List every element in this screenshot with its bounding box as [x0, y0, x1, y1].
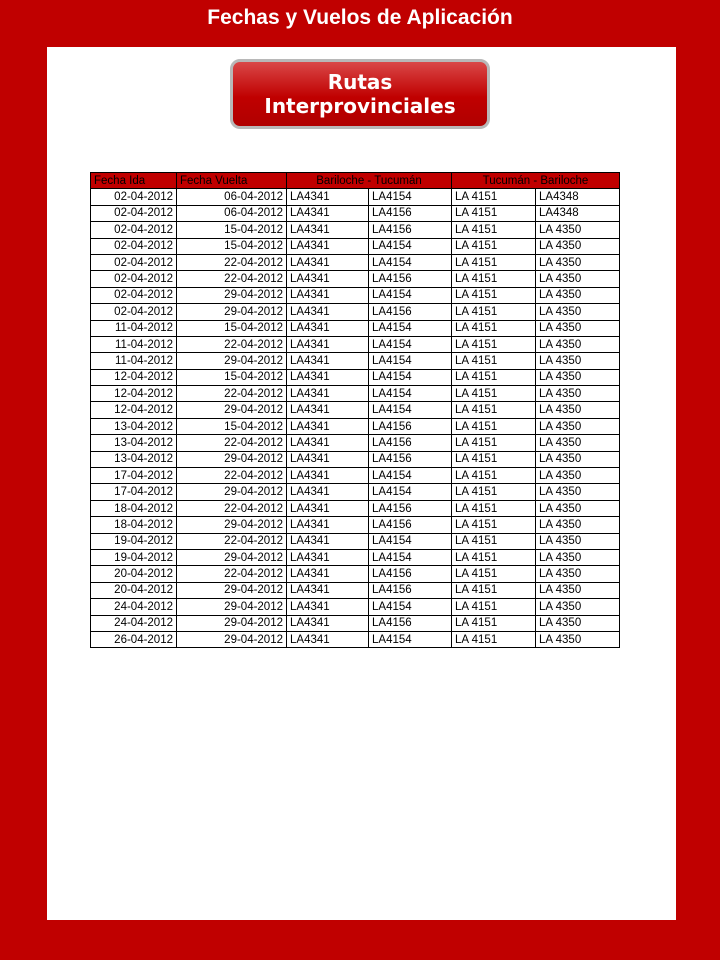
flight-back-1-cell: LA 4151 — [452, 500, 536, 516]
header-fecha-ida: Fecha Ida — [91, 173, 177, 189]
flight-out-2-cell: LA4156 — [369, 615, 452, 631]
table-row — [91, 402, 620, 418]
fecha-ida-cell: 20-04-2012 — [91, 582, 177, 598]
flight-back-2-cell: LA 4350 — [536, 631, 620, 647]
flight-out-1-cell: LA4341 — [287, 386, 369, 402]
table-row — [91, 615, 620, 631]
fecha-vuelta-cell: 22-04-2012 — [177, 254, 287, 270]
flight-back-1-cell: LA 4151 — [452, 533, 536, 549]
fecha-ida-cell: 11-04-2012 — [91, 336, 177, 352]
flight-out-2-cell: LA4154 — [369, 189, 452, 205]
flight-out-2-cell: LA4156 — [369, 418, 452, 434]
fecha-ida-cell: 13-04-2012 — [91, 451, 177, 467]
flight-out-1-cell: LA4341 — [287, 566, 369, 582]
flight-out-1-cell: LA4341 — [287, 549, 369, 565]
flight-out-2-cell: LA4154 — [369, 386, 452, 402]
flight-out-2-cell: LA4154 — [369, 353, 452, 369]
fecha-ida-cell: 02-04-2012 — [91, 238, 177, 254]
table-row — [91, 254, 620, 270]
fecha-vuelta-cell: 29-04-2012 — [177, 484, 287, 500]
table-header-row — [91, 173, 620, 189]
header-route-back: Tucumán - Bariloche — [452, 173, 620, 189]
flight-out-1-cell: LA4341 — [287, 451, 369, 467]
fecha-ida-cell: 02-04-2012 — [91, 271, 177, 287]
fecha-vuelta-cell: 22-04-2012 — [177, 500, 287, 516]
fecha-vuelta-cell: 22-04-2012 — [177, 435, 287, 451]
fecha-vuelta-cell: 29-04-2012 — [177, 549, 287, 565]
fecha-ida-cell: 13-04-2012 — [91, 418, 177, 434]
table-row — [91, 582, 620, 598]
flight-back-2-cell: LA 4350 — [536, 222, 620, 238]
table-row — [91, 549, 620, 565]
flight-out-1-cell: LA4341 — [287, 468, 369, 484]
flight-back-1-cell: LA 4151 — [452, 271, 536, 287]
fecha-ida-cell: 12-04-2012 — [91, 386, 177, 402]
flight-back-1-cell: LA 4151 — [452, 402, 536, 418]
flight-out-1-cell: LA4341 — [287, 205, 369, 221]
flight-out-2-cell: LA4156 — [369, 271, 452, 287]
flight-out-1-cell: LA4341 — [287, 254, 369, 270]
flight-out-2-cell: LA4156 — [369, 582, 452, 598]
flight-out-2-cell: LA4156 — [369, 435, 452, 451]
flight-back-1-cell: LA 4151 — [452, 386, 536, 402]
flight-back-2-cell: LA 4350 — [536, 582, 620, 598]
flight-out-2-cell: LA4156 — [369, 566, 452, 582]
flight-back-1-cell: LA 4151 — [452, 336, 536, 352]
flight-out-1-cell: LA4341 — [287, 353, 369, 369]
fecha-ida-cell: 02-04-2012 — [91, 222, 177, 238]
flight-back-1-cell: LA 4151 — [452, 369, 536, 385]
flight-out-2-cell: LA4154 — [369, 484, 452, 500]
flight-out-1-cell: LA4341 — [287, 222, 369, 238]
flight-back-2-cell: LA 4350 — [536, 238, 620, 254]
flight-back-2-cell: LA 4350 — [536, 615, 620, 631]
flight-out-2-cell: LA4156 — [369, 205, 452, 221]
flight-out-2-cell: LA4156 — [369, 222, 452, 238]
table-row — [91, 369, 620, 385]
flight-back-1-cell: LA 4151 — [452, 304, 536, 320]
flight-out-1-cell: LA4341 — [287, 435, 369, 451]
flight-back-2-cell: LA 4350 — [536, 304, 620, 320]
flight-back-2-cell: LA 4350 — [536, 517, 620, 533]
fecha-ida-cell: 18-04-2012 — [91, 517, 177, 533]
flight-back-1-cell: LA 4151 — [452, 435, 536, 451]
fecha-vuelta-cell: 15-04-2012 — [177, 222, 287, 238]
flight-back-2-cell: LA 4350 — [536, 320, 620, 336]
table-row — [91, 205, 620, 221]
fecha-ida-cell: 24-04-2012 — [91, 599, 177, 615]
fecha-ida-cell: 18-04-2012 — [91, 500, 177, 516]
route-button-line1: Rutas — [327, 70, 393, 94]
fecha-vuelta-cell: 22-04-2012 — [177, 336, 287, 352]
flight-back-2-cell: LA 4350 — [536, 549, 620, 565]
flight-back-1-cell: LA 4151 — [452, 468, 536, 484]
flight-out-1-cell: LA4341 — [287, 599, 369, 615]
flight-back-1-cell: LA 4151 — [452, 599, 536, 615]
fecha-ida-cell: 02-04-2012 — [91, 254, 177, 270]
flight-back-1-cell: LA 4151 — [452, 631, 536, 647]
flight-out-1-cell: LA4341 — [287, 582, 369, 598]
flight-back-1-cell: LA 4151 — [452, 254, 536, 270]
table-row — [91, 304, 620, 320]
flight-back-2-cell: LA 4350 — [536, 435, 620, 451]
fecha-ida-cell: 11-04-2012 — [91, 353, 177, 369]
fecha-vuelta-cell: 29-04-2012 — [177, 451, 287, 467]
flight-back-2-cell: LA4348 — [536, 189, 620, 205]
table-row — [91, 189, 620, 205]
flight-out-1-cell: LA4341 — [287, 484, 369, 500]
fecha-vuelta-cell: 15-04-2012 — [177, 320, 287, 336]
flight-out-2-cell: LA4156 — [369, 451, 452, 467]
fecha-vuelta-cell: 29-04-2012 — [177, 517, 287, 533]
flight-out-2-cell: LA4156 — [369, 500, 452, 516]
table-row — [91, 287, 620, 303]
flight-out-1-cell: LA4341 — [287, 287, 369, 303]
flight-back-1-cell: LA 4151 — [452, 287, 536, 303]
flight-back-1-cell: LA 4151 — [452, 418, 536, 434]
fecha-vuelta-cell: 29-04-2012 — [177, 615, 287, 631]
flight-back-2-cell: LA 4350 — [536, 566, 620, 582]
flight-back-1-cell: LA 4151 — [452, 582, 536, 598]
flight-back-1-cell: LA 4151 — [452, 484, 536, 500]
fecha-vuelta-cell: 29-04-2012 — [177, 287, 287, 303]
flight-back-2-cell: LA 4350 — [536, 484, 620, 500]
page-title: Fechas y Vuelos de Aplicación — [207, 6, 513, 29]
fecha-vuelta-cell: 22-04-2012 — [177, 533, 287, 549]
flight-out-1-cell: LA4341 — [287, 631, 369, 647]
fecha-ida-cell: 24-04-2012 — [91, 615, 177, 631]
flight-out-2-cell: LA4156 — [369, 517, 452, 533]
table-row — [91, 271, 620, 287]
fecha-vuelta-cell: 15-04-2012 — [177, 369, 287, 385]
fecha-ida-cell: 11-04-2012 — [91, 320, 177, 336]
fecha-vuelta-cell: 22-04-2012 — [177, 386, 287, 402]
table-row — [91, 533, 620, 549]
flight-out-2-cell: LA4154 — [369, 254, 452, 270]
table-row — [91, 353, 620, 369]
flight-back-1-cell: LA 4151 — [452, 517, 536, 533]
flight-out-2-cell: LA4154 — [369, 631, 452, 647]
flight-back-1-cell: LA 4151 — [452, 566, 536, 582]
flight-back-2-cell: LA 4350 — [536, 500, 620, 516]
flight-out-1-cell: LA4341 — [287, 189, 369, 205]
fecha-ida-cell: 17-04-2012 — [91, 468, 177, 484]
fecha-ida-cell: 20-04-2012 — [91, 566, 177, 582]
flight-back-1-cell: LA 4151 — [452, 320, 536, 336]
fecha-ida-cell: 02-04-2012 — [91, 205, 177, 221]
flight-back-2-cell: LA 4350 — [536, 369, 620, 385]
fecha-vuelta-cell: 29-04-2012 — [177, 402, 287, 418]
table-row — [91, 631, 620, 647]
fecha-ida-cell: 26-04-2012 — [91, 631, 177, 647]
fecha-vuelta-cell: 06-04-2012 — [177, 189, 287, 205]
flight-back-2-cell: LA 4350 — [536, 254, 620, 270]
fecha-vuelta-cell: 15-04-2012 — [177, 418, 287, 434]
flight-back-2-cell: LA 4350 — [536, 402, 620, 418]
flight-back-1-cell: LA 4151 — [452, 189, 536, 205]
flight-back-2-cell: LA 4350 — [536, 468, 620, 484]
flight-back-2-cell: LA 4350 — [536, 386, 620, 402]
flight-out-2-cell: LA4154 — [369, 336, 452, 352]
fecha-vuelta-cell: 29-04-2012 — [177, 582, 287, 598]
fecha-ida-cell: 19-04-2012 — [91, 533, 177, 549]
table-row — [91, 517, 620, 533]
table-row — [91, 468, 620, 484]
table-row — [91, 320, 620, 336]
flight-back-2-cell: LA 4350 — [536, 533, 620, 549]
fecha-vuelta-cell: 15-04-2012 — [177, 238, 287, 254]
flight-out-2-cell: LA4154 — [369, 238, 452, 254]
fecha-ida-cell: 17-04-2012 — [91, 484, 177, 500]
fecha-vuelta-cell: 29-04-2012 — [177, 353, 287, 369]
flight-out-1-cell: LA4341 — [287, 271, 369, 287]
flight-out-1-cell: LA4341 — [287, 517, 369, 533]
flight-out-1-cell: LA4341 — [287, 615, 369, 631]
flight-out-2-cell: LA4156 — [369, 304, 452, 320]
fecha-ida-cell: 12-04-2012 — [91, 402, 177, 418]
table-row — [91, 500, 620, 516]
table-row — [91, 418, 620, 434]
fecha-vuelta-cell: 22-04-2012 — [177, 566, 287, 582]
header-fecha-vuelta: Fecha Vuelta — [177, 173, 287, 189]
fecha-ida-cell: 02-04-2012 — [91, 304, 177, 320]
table-row — [91, 238, 620, 254]
flight-out-2-cell: LA4154 — [369, 402, 452, 418]
flights-table — [90, 172, 620, 648]
table-row — [91, 386, 620, 402]
flight-out-1-cell: LA4341 — [287, 500, 369, 516]
fecha-ida-cell: 02-04-2012 — [91, 287, 177, 303]
fecha-vuelta-cell: 29-04-2012 — [177, 599, 287, 615]
table-row — [91, 435, 620, 451]
flight-out-1-cell: LA4341 — [287, 336, 369, 352]
flight-out-2-cell: LA4154 — [369, 468, 452, 484]
table-row — [91, 222, 620, 238]
flight-out-2-cell: LA4154 — [369, 549, 452, 565]
fecha-vuelta-cell: 22-04-2012 — [177, 271, 287, 287]
fecha-vuelta-cell: 29-04-2012 — [177, 631, 287, 647]
flight-back-2-cell: LA 4350 — [536, 353, 620, 369]
flight-out-1-cell: LA4341 — [287, 238, 369, 254]
content-panel — [47, 47, 676, 920]
flight-back-1-cell: LA 4151 — [452, 222, 536, 238]
fecha-vuelta-cell: 22-04-2012 — [177, 468, 287, 484]
table-row — [91, 336, 620, 352]
fecha-ida-cell: 19-04-2012 — [91, 549, 177, 565]
flight-out-1-cell: LA4341 — [287, 320, 369, 336]
flight-out-2-cell: LA4154 — [369, 369, 452, 385]
flight-back-2-cell: LA 4350 — [536, 287, 620, 303]
flight-back-1-cell: LA 4151 — [452, 238, 536, 254]
fecha-ida-cell: 02-04-2012 — [91, 189, 177, 205]
header-route-out: Bariloche - Tucumán — [287, 173, 452, 189]
flight-back-2-cell: LA 4350 — [536, 451, 620, 467]
rutas-interprovinciales-button[interactable] — [230, 59, 490, 129]
flight-out-2-cell: LA4154 — [369, 599, 452, 615]
flight-back-1-cell: LA 4151 — [452, 615, 536, 631]
fecha-vuelta-cell: 06-04-2012 — [177, 205, 287, 221]
table-row — [91, 484, 620, 500]
fecha-ida-cell: 12-04-2012 — [91, 369, 177, 385]
table-row — [91, 566, 620, 582]
table-row — [91, 451, 620, 467]
flight-out-2-cell: LA4154 — [369, 533, 452, 549]
flight-back-1-cell: LA 4151 — [452, 353, 536, 369]
flight-out-2-cell: LA4154 — [369, 287, 452, 303]
route-button-line2: Interprovinciales — [264, 94, 456, 118]
flight-back-2-cell: LA 4350 — [536, 599, 620, 615]
flight-out-1-cell: LA4341 — [287, 369, 369, 385]
flight-out-2-cell: LA4154 — [369, 320, 452, 336]
flight-out-1-cell: LA4341 — [287, 402, 369, 418]
flight-out-1-cell: LA4341 — [287, 418, 369, 434]
flight-back-1-cell: LA 4151 — [452, 451, 536, 467]
flight-out-1-cell: LA4341 — [287, 533, 369, 549]
flight-out-1-cell: LA4341 — [287, 304, 369, 320]
flight-back-2-cell: LA 4350 — [536, 418, 620, 434]
flight-back-1-cell: LA 4151 — [452, 549, 536, 565]
fecha-ida-cell: 13-04-2012 — [91, 435, 177, 451]
table-row — [91, 599, 620, 615]
flight-back-2-cell: LA 4350 — [536, 336, 620, 352]
fecha-vuelta-cell: 29-04-2012 — [177, 304, 287, 320]
flight-back-2-cell: LA4348 — [536, 205, 620, 221]
flight-back-2-cell: LA 4350 — [536, 271, 620, 287]
flight-back-1-cell: LA 4151 — [452, 205, 536, 221]
